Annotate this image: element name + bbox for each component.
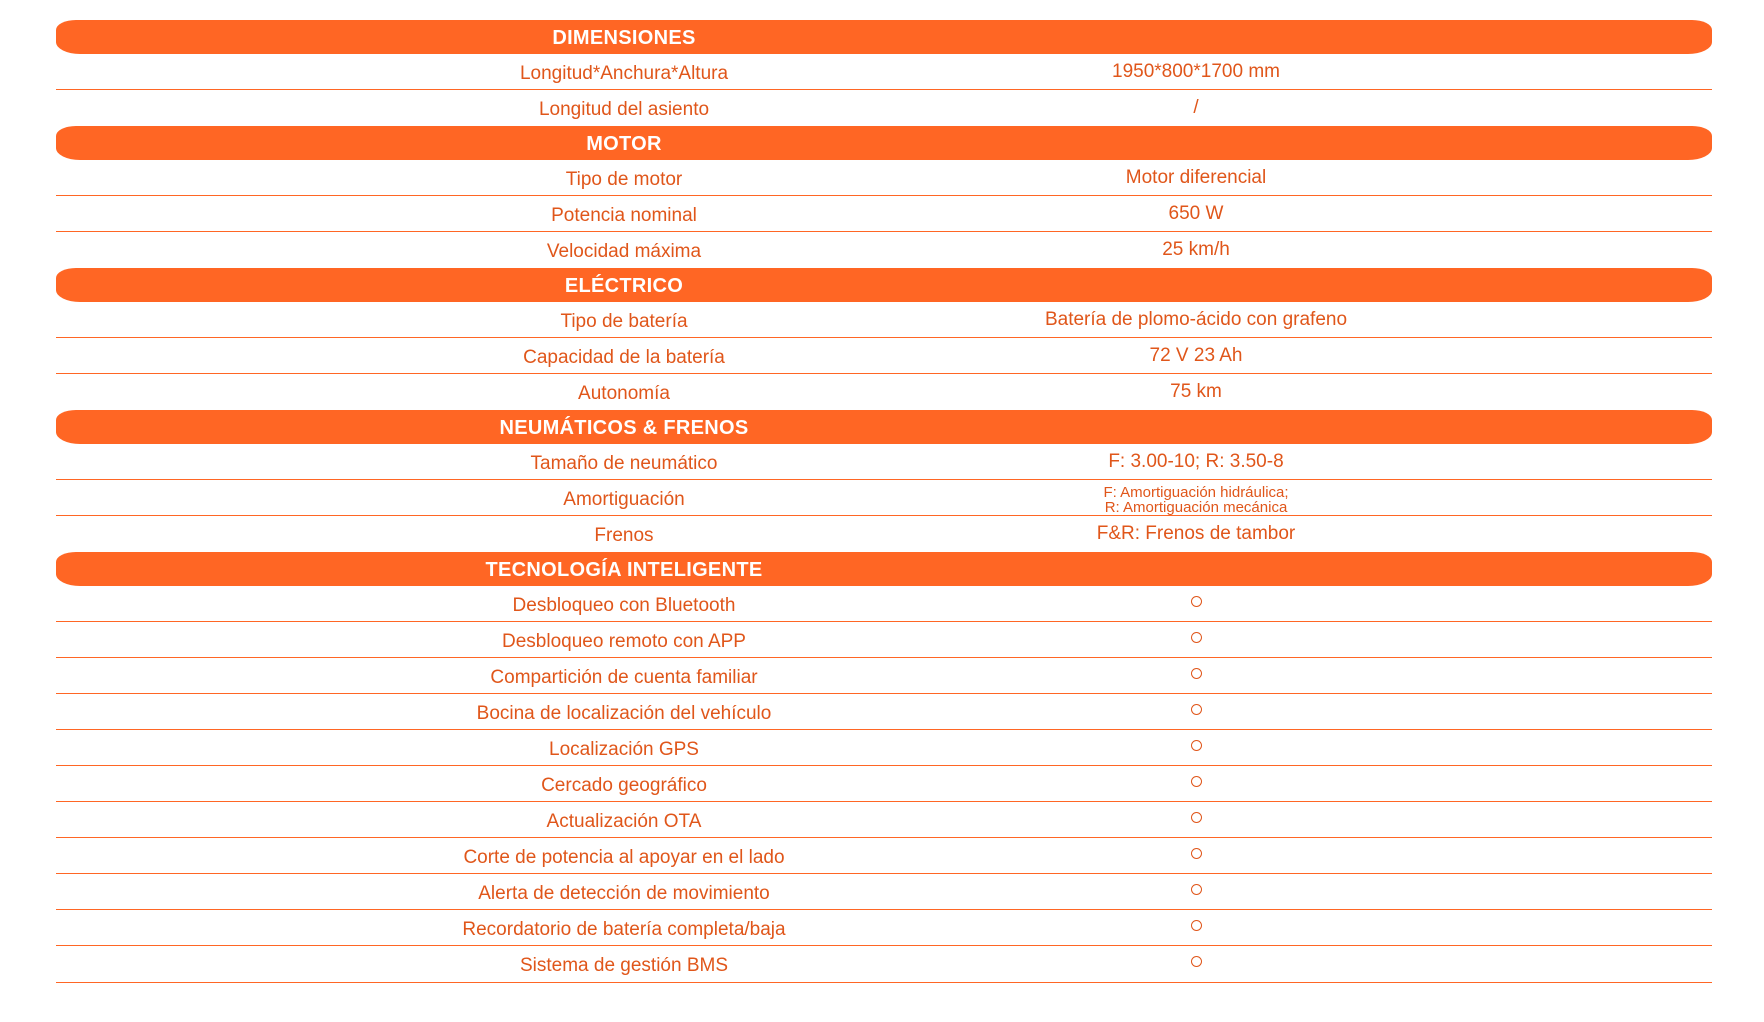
- spec-label: Longitud del asiento: [538, 99, 710, 120]
- section-title: ELÉCTRICO: [564, 275, 684, 297]
- section-header: [56, 552, 1712, 586]
- spec-row: [56, 54, 1712, 90]
- circle-icon: [1191, 848, 1202, 859]
- spec-value: [981, 838, 1411, 874]
- section-header: [56, 126, 1712, 160]
- spec-row: [56, 658, 1712, 694]
- spec-row: [56, 838, 1712, 874]
- spec-value-line: R: Amortiguación mecánica: [1104, 499, 1288, 516]
- spec-value: [981, 802, 1411, 838]
- circle-icon: [1191, 884, 1202, 895]
- spec-value: F&R: Frenos de tambor: [1096, 523, 1296, 544]
- spec-value: [981, 766, 1411, 802]
- spec-label: Actualización OTA: [546, 811, 702, 832]
- spec-label: Longitud*Anchura*Altura: [519, 63, 729, 84]
- spec-label: Recordatorio de batería completa/baja: [462, 919, 786, 940]
- spec-value: Motor diferencial: [1125, 167, 1267, 188]
- circle-icon: [1191, 776, 1202, 787]
- section-header: [56, 20, 1712, 54]
- section-header: [56, 410, 1712, 444]
- spec-value: [981, 586, 1411, 622]
- spec-row: [56, 766, 1712, 802]
- spec-label: Potencia nominal: [551, 205, 697, 226]
- spec-value: [981, 658, 1411, 694]
- spec-row: [56, 874, 1712, 910]
- spec-row: [56, 586, 1712, 622]
- spec-value: [981, 946, 1411, 982]
- spec-value-line: F: Amortiguación hidráulica;: [1103, 484, 1289, 501]
- spec-row: [56, 910, 1712, 946]
- table-bottom-divider: [56, 982, 1712, 983]
- spec-label: Desbloqueo remoto con APP: [502, 631, 746, 652]
- section-header: [56, 268, 1712, 302]
- spec-value: /: [1193, 97, 1199, 118]
- spec-value: [981, 622, 1411, 658]
- spec-label: Alerta de detección de movimiento: [478, 883, 770, 904]
- spec-row: [56, 516, 1712, 552]
- section-title: MOTOR: [586, 133, 662, 155]
- section-title: TECNOLOGÍA INTELIGENTE: [485, 559, 763, 581]
- spec-value: [981, 480, 1411, 516]
- spec-row: [56, 196, 1712, 232]
- spec-row: [56, 338, 1712, 374]
- spec-label: Frenos: [594, 525, 654, 546]
- spec-row: [56, 232, 1712, 268]
- spec-value: F: 3.00-10; R: 3.50-8: [1108, 451, 1284, 472]
- spec-row: [56, 374, 1712, 410]
- spec-value: [981, 694, 1411, 730]
- spec-label: Amortiguación: [563, 489, 685, 510]
- circle-icon: [1191, 812, 1202, 823]
- spec-value: 650 W: [1168, 203, 1224, 224]
- spec-value: [981, 874, 1411, 910]
- spec-row: [56, 802, 1712, 838]
- spec-label: Capacidad de la batería: [523, 347, 725, 368]
- spec-value: [981, 910, 1411, 946]
- spec-label: Velocidad máxima: [546, 241, 702, 262]
- spec-row: [56, 444, 1712, 480]
- spec-row: [56, 946, 1712, 982]
- circle-icon: [1191, 920, 1202, 931]
- spec-label: Corte de potencia al apoyar en el lado: [463, 847, 785, 868]
- spec-label: Compartición de cuenta familiar: [490, 667, 758, 688]
- spec-value: 75 km: [1170, 381, 1222, 402]
- spec-label: Sistema de gestión BMS: [519, 955, 729, 976]
- spec-value: [981, 730, 1411, 766]
- spec-row: [56, 480, 1712, 516]
- spec-value: 72 V 23 Ah: [1149, 345, 1243, 366]
- spec-value: 1950*800*1700 mm: [1112, 61, 1280, 82]
- spec-row: [56, 90, 1712, 126]
- circle-icon: [1191, 956, 1202, 967]
- spec-label: Tamaño de neumático: [530, 453, 718, 474]
- spec-row: [56, 302, 1712, 338]
- spec-label: Tipo de batería: [560, 311, 688, 332]
- spec-label: Cercado geográfico: [541, 775, 707, 796]
- spec-row: [56, 160, 1712, 196]
- circle-icon: [1191, 668, 1202, 679]
- spec-label: Tipo de motor: [565, 169, 683, 190]
- circle-icon: [1191, 704, 1202, 715]
- section-title: DIMENSIONES: [552, 27, 696, 49]
- spec-value: 25 km/h: [1162, 239, 1230, 260]
- circle-icon: [1191, 740, 1202, 751]
- circle-icon: [1191, 632, 1202, 643]
- spec-label: Localización GPS: [549, 739, 699, 760]
- spec-value: Batería de plomo-ácido con grafeno: [1044, 309, 1348, 330]
- spec-row: [56, 694, 1712, 730]
- section-title: NEUMÁTICOS & FRENOS: [499, 417, 749, 439]
- spec-table: [56, 20, 1712, 983]
- spec-label: Autonomía: [578, 383, 670, 404]
- spec-row: [56, 622, 1712, 658]
- spec-row: [56, 730, 1712, 766]
- circle-icon: [1191, 596, 1202, 607]
- spec-label: Desbloqueo con Bluetooth: [512, 595, 736, 616]
- spec-label: Bocina de localización del vehículo: [476, 703, 772, 724]
